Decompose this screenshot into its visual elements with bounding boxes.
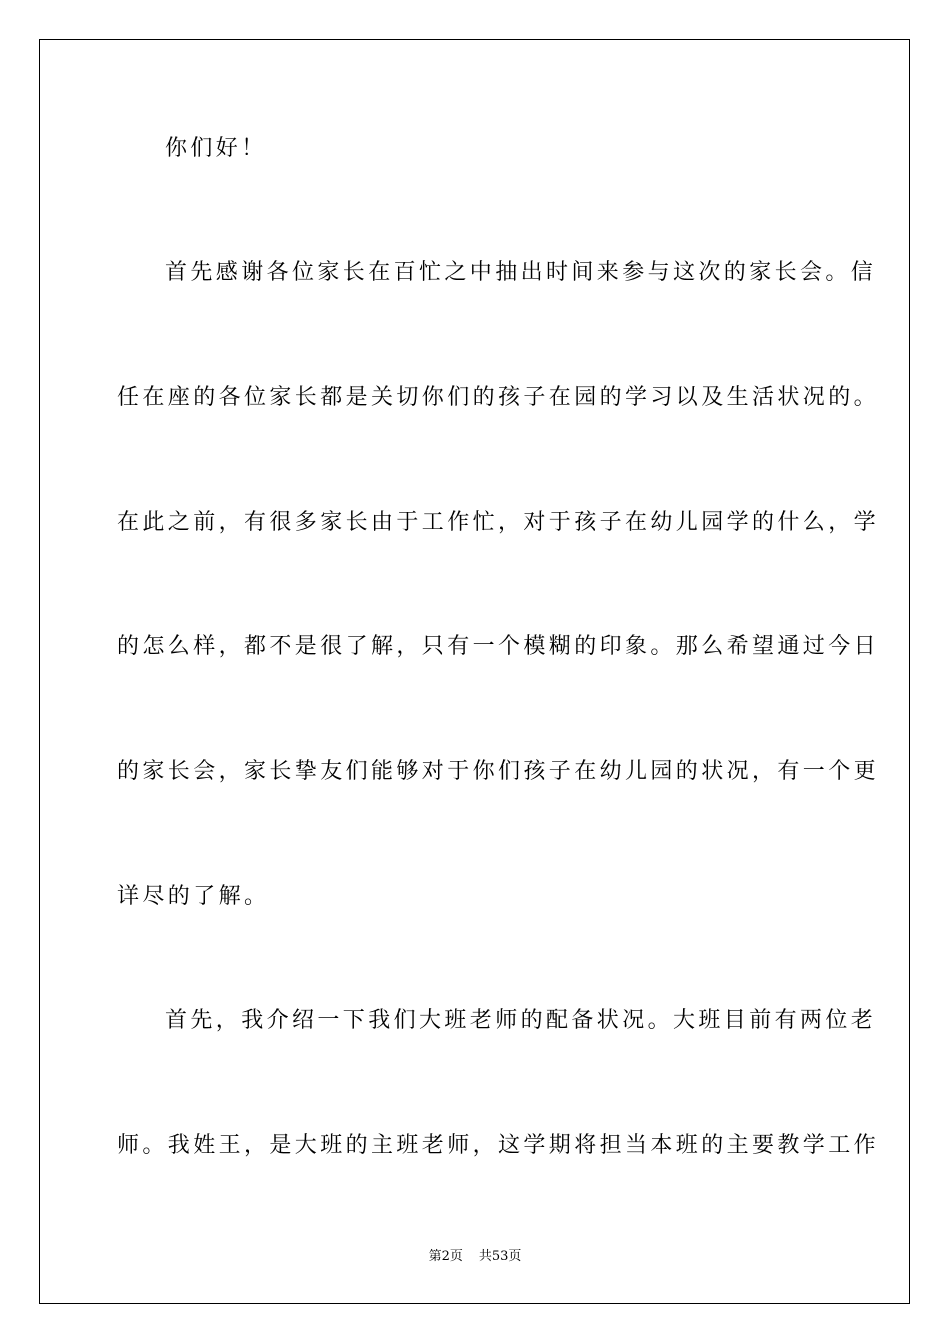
- body-line-5: 的怎么样，都不是很了解，只有一个模糊的印象。那么希望通过今日: [117, 634, 880, 659]
- body-line-9: 师。我姓王，是大班的主班老师，这学期将担当本班的主要教学工作: [117, 1133, 880, 1158]
- page-border: [39, 39, 910, 1304]
- page-number: 第2页: [428, 1249, 463, 1264]
- body-line-4: 在此之前，有很多家长由于工作忙，对于孩子在幼儿园学的什么，学: [117, 510, 880, 535]
- body-line-7: 详尽的了解。: [117, 884, 270, 909]
- body-line-6: 的家长会，家长挚友们能够对于你们孩子在幼儿园的状况，有一个更: [117, 759, 880, 784]
- page-footer: [0, 1248, 950, 1266]
- body-line-3: 任在座的各位家长都是关切你们的孩子在园的学习以及生活状况的。: [117, 385, 880, 410]
- body-line-8: 首先，我介绍一下我们大班老师的配备状况。大班目前有两位老: [165, 1008, 877, 1033]
- body-line-1: 你们好！: [165, 136, 267, 161]
- body-line-2: 首先感谢各位家长在百忙之中抽出时间来参与这次的家长会。信: [165, 260, 877, 285]
- page-total: 共53页: [478, 1249, 522, 1264]
